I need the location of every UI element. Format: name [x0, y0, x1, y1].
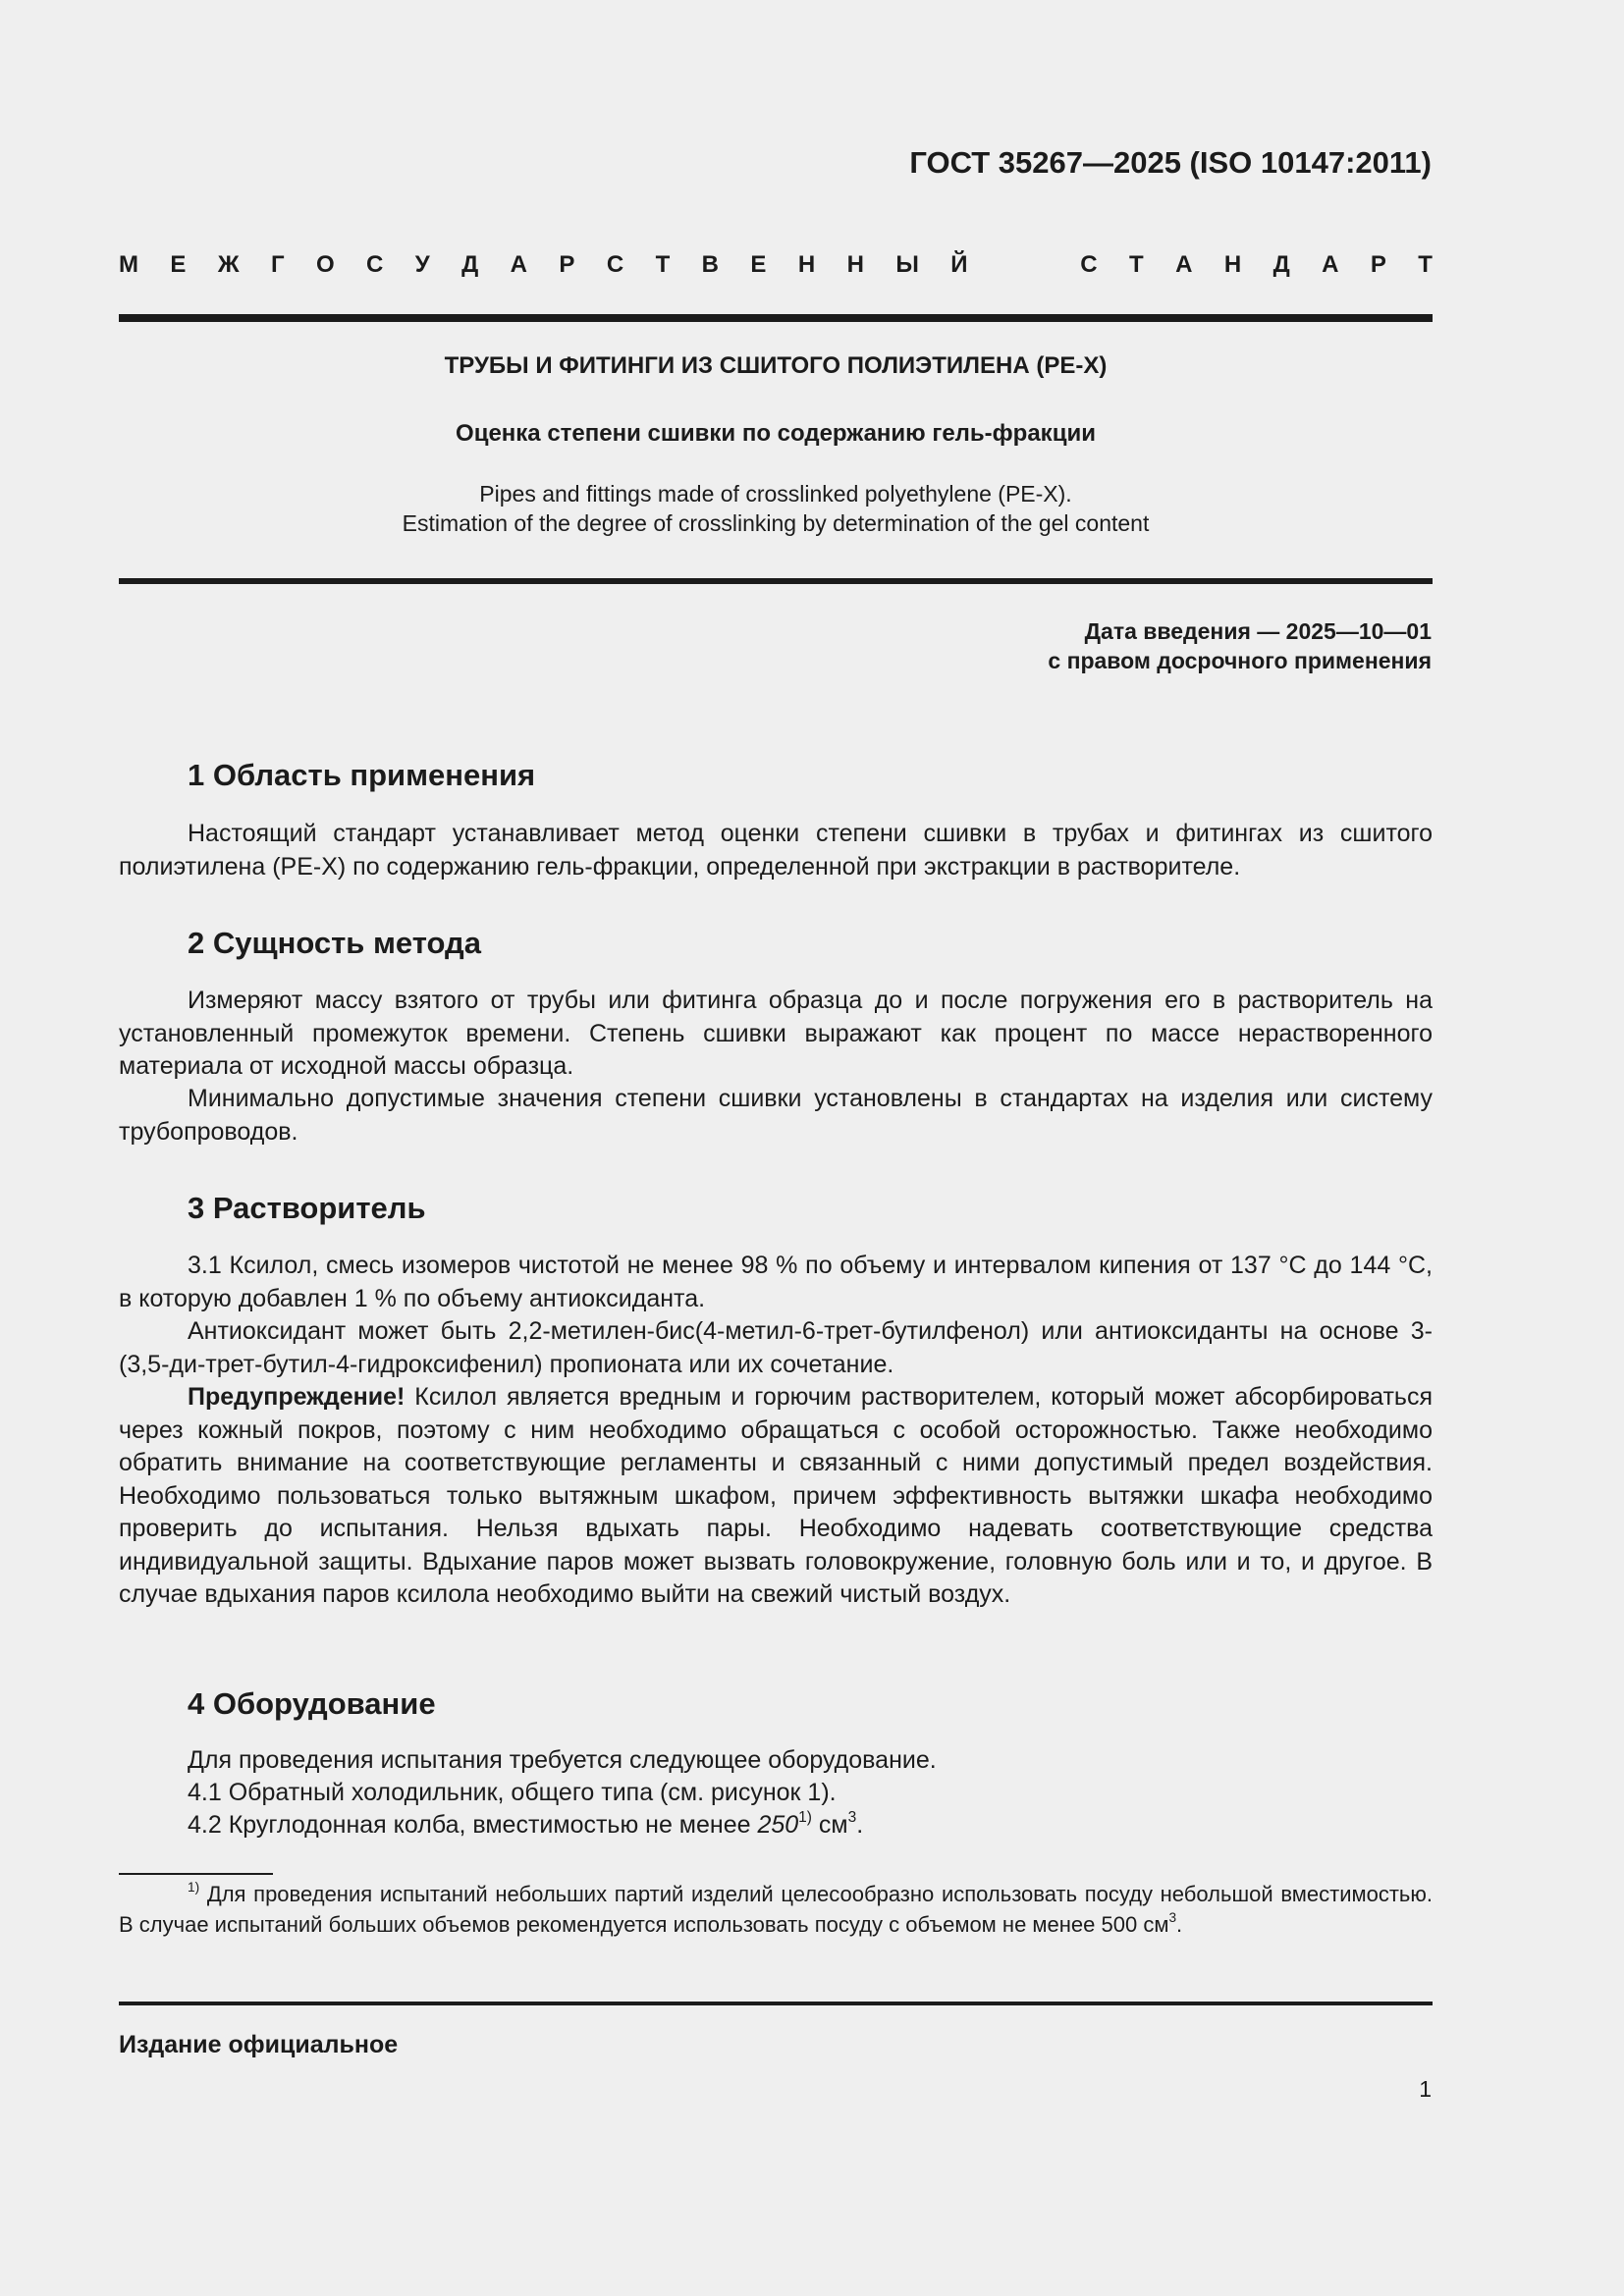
letter: Ж — [217, 251, 240, 278]
letter: Т — [1418, 251, 1433, 278]
footnote-separator — [119, 1873, 273, 1875]
letter: Е — [750, 251, 767, 278]
warning-text: Ксилол является вредным и горючим растворителем, который может абсорбироваться через кожный покров, поэтому с ним необходимо обращаться с особой осторожностью. Также необходимо обратить внимание на соответствующие регламенты и связанный с ними допустимый предел воздействия. Необходимо пользоваться только вытяжным шкафом, причем эффективность вытяжки шкафа необходимо проверить до испытания. Нельзя вдыхать пары. Необходимо надевать соответствующие средства индивидуальной защиты. Вдыхание паров может вызвать головокружение, головную боль или и то, и другое. В случае вдыхания паров ксилола необходимо выйти на свежий чистый воздух. — [119, 1383, 1433, 1608]
english-title-line-1: Pipes and fittings made of crosslinked polyethylene (PE-X). — [479, 481, 1072, 507]
introduction-date: Дата введения — 2025—10—01 — [1084, 618, 1432, 644]
letter: Е — [170, 251, 187, 278]
letter: О — [315, 251, 335, 278]
english-title-line-2: Estimation of the degree of crosslinking by determination of the gel content — [402, 510, 1150, 536]
letter: Н — [846, 251, 864, 278]
section-heading-method: 2 Сущность метода — [188, 926, 481, 960]
equipment-item-4-2 — [188, 1811, 863, 1840]
document-code: ГОСТ 35267—2025 (ISO 10147:2011) — [909, 145, 1432, 180]
unit-text: см — [811, 1811, 848, 1839]
letter: Р — [1370, 251, 1386, 278]
footnote-marker: 1) — [188, 1880, 200, 1896]
letter: У — [414, 251, 430, 278]
letter: Т — [1129, 251, 1144, 278]
letter: Н — [797, 251, 816, 278]
footnote — [119, 1879, 1433, 1940]
letter: Й — [950, 251, 968, 278]
letter: С — [1080, 251, 1098, 278]
letter: С — [606, 251, 624, 278]
section-heading-equipment: 4 Оборудование — [188, 1686, 436, 1721]
letter: С — [366, 251, 384, 278]
standard-type-heading — [119, 251, 1433, 279]
sentence-end: . — [856, 1811, 864, 1839]
letter: А — [1322, 251, 1339, 278]
footnote-exponent: 3 — [1168, 1910, 1177, 1926]
footnote-end: . — [1176, 1912, 1183, 1937]
scope-paragraph: Настоящий стандарт устанавливает метод оценки степени сшивки в трубах и фитингах из сшитого полиэтилена (PE-X) по содержанию гель-фракции, определенной при экстракции в растворителе. — [119, 820, 1433, 881]
antioxidant-paragraph: Антиоксидант может быть 2,2-метилен-бис(4-метил-6-трет-бутилфенол) или антиоксиданты на основе 3-(3,5-ди-трет-бутил-4-гидроксифенил) пропионата или их сочетание. — [119, 1317, 1433, 1378]
equipment-intro: Для проведения испытания требуется следующее оборудование. — [188, 1746, 937, 1774]
letter: Ы — [895, 251, 919, 278]
letter: А — [1175, 251, 1193, 278]
top-rule — [119, 314, 1433, 322]
word-gap — [1000, 251, 1049, 279]
section-heading-solvent: 3 Растворитель — [188, 1191, 426, 1225]
section-heading-scope: 1 Область применения — [188, 758, 536, 792]
warning-label: Предупреждение! — [188, 1383, 406, 1411]
method-paragraph-2: Минимально допустимые значения степени сшивки установлены в стандартах на изделия или систему трубопроводов. — [119, 1085, 1433, 1146]
letter: М — [119, 251, 138, 278]
flask-capacity-value: 250 — [757, 1811, 799, 1839]
document-subtitle: Оценка степени сшивки по содержанию гель-фракции — [456, 420, 1096, 447]
title-rule — [119, 578, 1433, 584]
letter: Д — [1272, 251, 1290, 278]
letter: Т — [655, 251, 671, 278]
solvent-paragraph-3-1: 3.1 Ксилол, смесь изомеров чистотой не менее 98 % по объему и интервалом кипения от 137 °С до 144 °С, в которую добавлен 1 % по объему антиоксиданта. — [119, 1252, 1433, 1312]
early-application-note: с правом досрочного применения — [1048, 648, 1432, 673]
unit-exponent: 3 — [847, 1809, 857, 1827]
letter: А — [510, 251, 527, 278]
footnote-reference: 1) — [798, 1809, 812, 1827]
warning-paragraph — [119, 1381, 1433, 1612]
letter: Г — [270, 251, 285, 278]
letter: Д — [461, 251, 479, 278]
document-title: ТРУБЫ И ФИТИНГИ ИЗ СШИТОГО ПОЛИЭТИЛЕНА (PE-X) — [444, 352, 1108, 379]
equipment-item-4-1: 4.1 Обратный холодильник, общего типа (см. рисунок 1). — [188, 1779, 837, 1806]
footer-rule — [119, 2002, 1433, 2005]
equipment-item-4-2-text: 4.2 Круглодонная колба, вместимостью не менее — [188, 1811, 758, 1839]
footnote-text: Для проведения испытаний небольших партий изделий целесообразно использовать посуду небольшой вместимостью. В случае испытаний больших объемов рекомендуется использовать посуду с объемом не менее 500 см — [119, 1882, 1433, 1937]
letter: В — [701, 251, 719, 278]
official-edition-label: Издание официальное — [119, 2031, 399, 2058]
page-number: 1 — [1419, 2076, 1432, 2102]
letter: Р — [559, 251, 575, 278]
method-paragraph-1: Измеряют массу взятого от трубы или фитинга образца до и после погружения его в растворитель на установленный промежуток времени. Степень сшивки выражают как процент по массе нерастворенного материала от исходной массы образца. — [119, 987, 1433, 1080]
letter: Н — [1223, 251, 1242, 278]
